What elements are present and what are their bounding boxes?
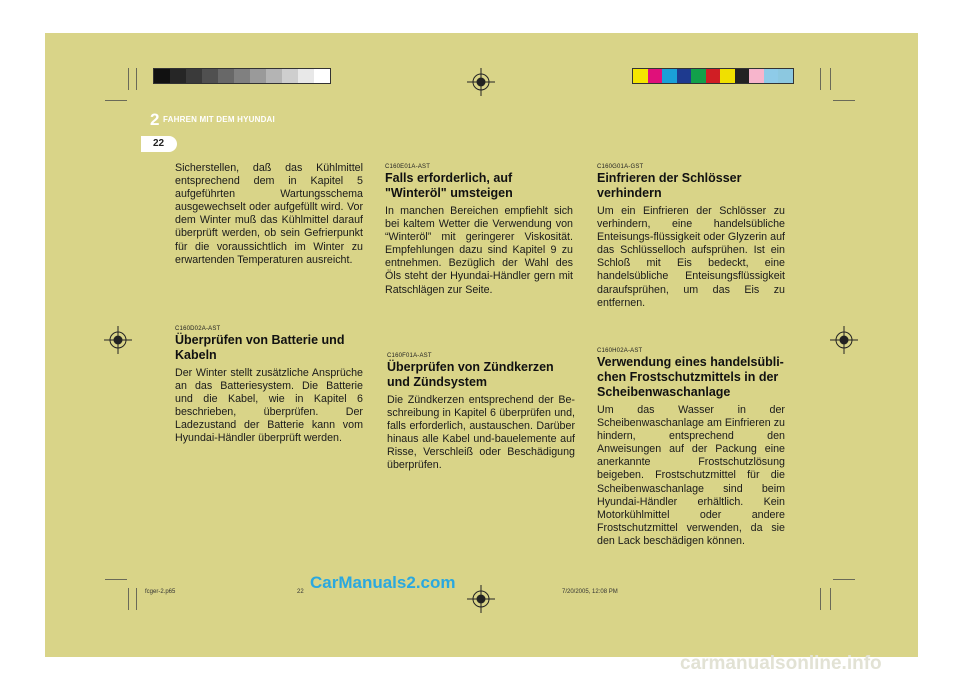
crop-mark-icon bbox=[830, 68, 831, 90]
chapter-title: FAHREN MIT DEM HYUNDAI bbox=[163, 115, 275, 124]
crop-mark-icon bbox=[830, 588, 831, 610]
spark-plug-section bbox=[387, 353, 575, 473]
section-code: C160F01A-AST bbox=[387, 353, 432, 359]
section-body: Der Winter stellt zusätzliche Ansprüche an das Batteriesystem. Die Batterie und die Kabel, wie in Kapitel 6 beschrieben, überprüfen. Der Ladezustand der Batterie kann vom Hyundai-Händler überprüft werden. bbox=[175, 367, 363, 445]
section-body: Um ein Einfrieren der Schlösser zu verhindern, eine handelsübliche Enteisungs-flüssigkeit oder Glyzerin auf das Schlüsselloch aufsprühen. Ist ein Schloß mit Eis bedeckt, eine handelsübliche Enteisungsflüssigkeit daraufsprühen, um das Eis zu entfernen. bbox=[597, 205, 785, 309]
section-body: Die Zündkerzen entsprechend der Be-schreibung in Kapitel 6 überprüfen und, falls erforderlich, austauschen. Darüber hinaus alle Kabel und-bauelemente auf Risse, Verschleiß oder Beschädigung überprüfen. bbox=[387, 394, 575, 472]
calibration-swatch bbox=[250, 69, 266, 83]
calibration-swatch bbox=[170, 69, 186, 83]
crop-mark-icon bbox=[833, 100, 855, 101]
calibration-swatch bbox=[662, 69, 677, 83]
footer-filename: fcger-2.p65 bbox=[145, 589, 176, 595]
footer-page: 22 bbox=[297, 589, 304, 595]
grayscale-calibration-strip bbox=[153, 68, 331, 84]
section-heading: Einfrieren der Schlösser verhindern bbox=[597, 171, 742, 200]
watermark-carmanualsonline[interactable]: carmanualsonline.info bbox=[680, 653, 882, 674]
crop-mark-icon bbox=[105, 579, 127, 580]
calibration-swatch bbox=[202, 69, 218, 83]
winter-oil-section bbox=[385, 164, 573, 297]
calibration-swatch bbox=[314, 69, 330, 83]
calibration-swatch bbox=[648, 69, 663, 83]
watermark-carmanuals2[interactable]: CarManuals2.com bbox=[310, 573, 456, 592]
calibration-swatch bbox=[234, 69, 250, 83]
crop-mark-icon bbox=[105, 100, 127, 101]
section-code: C160D02A-AST bbox=[175, 326, 221, 332]
crop-mark-icon bbox=[820, 68, 821, 90]
coolant-paragraph: Sicherstellen, daß das Kühlmittel entsprechend dem in Kapitel 5 aufgeführten Wartungsschema ausgewechselt oder aufgefüllt wird. Vor dem Winter muß das Kühlmittel darauf überprüft werden, ob sein Gefrierpunkt für die voraussichtlich im Winter zu erwartenden Temperaturen ausreicht. bbox=[175, 162, 363, 266]
section-code: C160E01A-AST bbox=[385, 164, 431, 170]
calibration-swatch bbox=[633, 69, 648, 83]
crop-mark-icon bbox=[128, 588, 129, 610]
crosshair-register-mark-icon bbox=[467, 68, 495, 96]
calibration-swatch bbox=[298, 69, 314, 83]
section-code: C160H02A-AST bbox=[597, 348, 643, 354]
washer-antifreeze-section bbox=[597, 348, 785, 548]
crop-mark-icon bbox=[128, 68, 129, 90]
calibration-swatch bbox=[186, 69, 202, 83]
calibration-swatch bbox=[154, 69, 170, 83]
crop-mark-icon bbox=[820, 588, 821, 610]
battery-section bbox=[175, 326, 363, 446]
section-body: Um das Wasser in der Scheibenwaschanlage am Einfrieren zu hindern, entsprechend den Anweisungen auf der Packung eine anerkannte Frostschutzlösung beigeben. Frostschutzmittel für die Scheibenwaschanlage sind beim Hyundai-Händler erhältlich. Kein Motorkühlmittel oder andere Frostschutzmittel verwenden, da sie den Lack beschädigen können. bbox=[597, 404, 785, 547]
calibration-swatch bbox=[266, 69, 282, 83]
calibration-swatch bbox=[749, 69, 764, 83]
crop-mark-icon bbox=[136, 68, 137, 90]
calibration-swatch bbox=[691, 69, 706, 83]
footer-timestamp: 7/20/2005, 12:08 PM bbox=[562, 589, 618, 595]
section-body: In manchen Bereichen empfiehlt sich bei kaltem Wetter die Verwendung von “Winteröl” mit geringerer Viskosität. Empfehlungen dazu sind Kapitel 9 zu entnehmen. Bezüglich der Wahl des Öls steht der Hyundai-Händler gern mit Ratschlägen zur Seite. bbox=[385, 205, 573, 296]
calibration-swatch bbox=[720, 69, 735, 83]
calibration-swatch bbox=[706, 69, 721, 83]
section-heading: Überprüfen von Batterie und Kabeln bbox=[175, 333, 345, 362]
section-heading: Überprüfen von Zündkerzen und Zündsystem bbox=[387, 360, 554, 389]
calibration-swatch bbox=[218, 69, 234, 83]
crosshair-register-mark-icon bbox=[104, 326, 132, 354]
section-code: C160G01A-GST bbox=[597, 164, 644, 170]
calibration-swatch bbox=[677, 69, 692, 83]
crosshair-register-mark-icon bbox=[830, 326, 858, 354]
page-number: 22 bbox=[153, 138, 165, 149]
calibration-swatch bbox=[282, 69, 298, 83]
column-1 bbox=[175, 162, 363, 267]
calibration-swatch bbox=[735, 69, 750, 83]
section-heading: Falls erforderlich, auf "Winteröl" umsteigen bbox=[385, 171, 513, 200]
crop-mark-icon bbox=[833, 579, 855, 580]
calibration-swatch bbox=[764, 69, 779, 83]
color-calibration-strip bbox=[632, 68, 794, 84]
calibration-swatch bbox=[778, 69, 793, 83]
section-heading: Verwendung eines handelsübli-chen Frostschutzmittels in der Scheibenwaschanlage bbox=[597, 355, 784, 399]
chapter-number: 2 bbox=[150, 110, 160, 129]
crop-mark-icon bbox=[136, 588, 137, 610]
lock-freeze-section bbox=[597, 164, 785, 310]
crosshair-register-mark-icon bbox=[467, 585, 495, 613]
